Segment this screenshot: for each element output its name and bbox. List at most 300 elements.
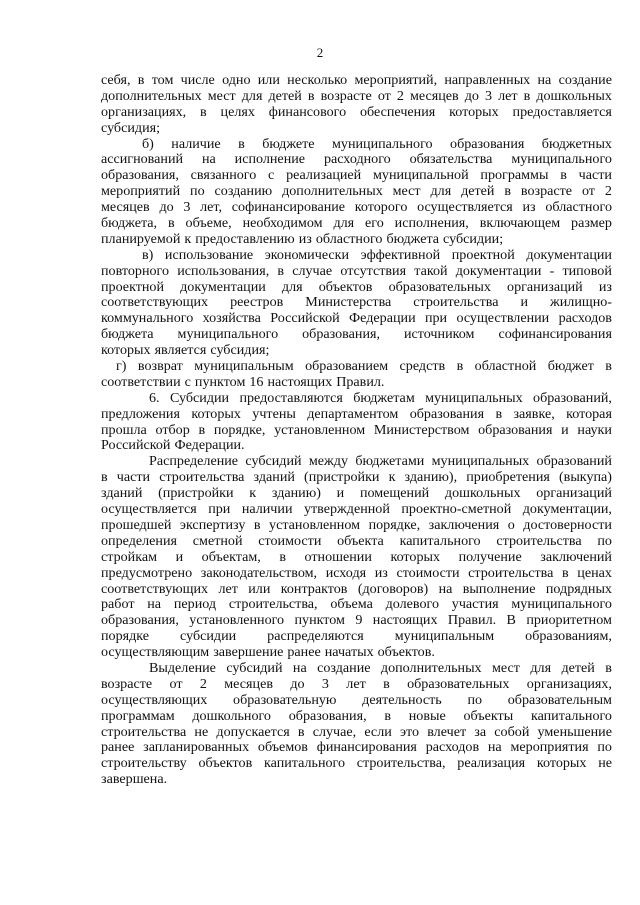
word: 6. [149, 389, 160, 406]
word: образовательным [507, 691, 612, 708]
word: отношении [304, 548, 372, 565]
word: В [506, 612, 516, 629]
word: соответствующих [101, 294, 209, 311]
word: в [238, 135, 245, 152]
word: документации [455, 262, 542, 279]
word: использование [164, 246, 254, 263]
word: если [364, 723, 392, 740]
word: в [279, 548, 286, 565]
word: которых [536, 755, 587, 772]
word: деятельность [362, 691, 442, 708]
word: в [307, 87, 315, 104]
word: лет, [200, 199, 223, 216]
word: мероприятий, [354, 72, 438, 88]
word: финансирования [316, 739, 417, 756]
word: муниципальным [194, 358, 294, 375]
word: субсидия; [210, 342, 270, 359]
word: период [173, 596, 217, 613]
word: софинансирование [231, 199, 346, 216]
word: строительства [101, 723, 187, 740]
word: приобретения [466, 469, 550, 486]
text-line [101, 295, 612, 311]
word: мероприятия [510, 739, 589, 756]
word: том [151, 72, 174, 88]
text-line [101, 391, 612, 407]
word: по [597, 532, 612, 549]
text-line [101, 105, 612, 121]
word: для [281, 278, 303, 295]
text-line [101, 566, 612, 582]
word: Правил. [447, 612, 497, 629]
word: дополнительных [380, 659, 482, 676]
word: Российской [270, 310, 340, 327]
text-line [101, 248, 612, 264]
word: и [175, 548, 184, 565]
word: долевого [385, 596, 440, 613]
word: размер [571, 215, 612, 232]
text-line [101, 740, 612, 756]
text-line [101, 343, 612, 359]
word: на [537, 72, 552, 88]
text-line [101, 693, 612, 709]
word: контрактов [280, 580, 348, 597]
word: ассигнований [101, 151, 184, 168]
word: объемов [257, 739, 308, 756]
word: Министерством [373, 421, 470, 438]
word: образования, [288, 707, 367, 724]
text-line [101, 232, 612, 248]
word: завершение [213, 644, 284, 661]
page-number: 2 [316, 45, 324, 60]
word: допускается [216, 723, 290, 740]
word: Правил. [336, 373, 385, 390]
text-line [101, 550, 612, 566]
word: образования, [302, 326, 380, 343]
word: образования, [101, 167, 179, 184]
word: установленном [274, 421, 366, 438]
text-line [101, 375, 612, 391]
word: 2 [396, 87, 404, 104]
word: в [523, 87, 531, 104]
word: работ [101, 596, 135, 613]
word: которых [191, 405, 241, 422]
word: в [605, 358, 612, 375]
word: соответствии [101, 373, 181, 390]
word: строительства [496, 532, 582, 549]
text-line [101, 73, 612, 89]
text-line [101, 534, 612, 550]
word: о [507, 516, 515, 533]
word: завершена. [101, 771, 168, 788]
word: образовательную [233, 691, 337, 708]
word: планируемой [101, 230, 181, 247]
word: Выделение [149, 659, 216, 676]
word: в [560, 167, 567, 184]
word: стройкам [101, 548, 158, 565]
word: жилищно- [550, 294, 612, 311]
word: областного [545, 199, 612, 216]
text-line [101, 152, 612, 168]
word: месяцев [409, 87, 459, 104]
word: пунктом [194, 373, 246, 390]
word: себя, [101, 72, 131, 88]
word: учтены [252, 405, 296, 422]
word: случае [292, 262, 333, 279]
word: дошкольных [444, 485, 521, 502]
word: капитального [399, 532, 481, 549]
word: объектов. [377, 644, 435, 661]
word: в [562, 564, 569, 581]
word: части [578, 167, 612, 184]
word: на [201, 151, 216, 168]
text-line [101, 502, 612, 518]
word: муниципальным [394, 628, 495, 645]
text-line [101, 280, 612, 296]
word: из [298, 230, 312, 247]
word: 3 [183, 199, 191, 216]
word: документации, [522, 501, 612, 518]
word: проектно-сметной [401, 501, 512, 518]
word: строительства [159, 469, 245, 486]
word: к [388, 469, 396, 486]
word: пунктом [294, 612, 345, 629]
word: - [549, 262, 555, 279]
word: бюджета [386, 230, 440, 247]
word: на [147, 596, 162, 613]
word: коммунального [101, 310, 194, 327]
word: отбор [155, 421, 190, 438]
word: муниципального [511, 151, 612, 168]
text-line [101, 264, 612, 280]
word: (выкупа) [558, 469, 612, 486]
word: (договоров) [357, 580, 429, 597]
word: софинансирования [498, 326, 612, 343]
word: от [169, 675, 183, 692]
word: при [424, 310, 448, 327]
word: из [598, 278, 612, 295]
word: для [241, 87, 263, 104]
word: департаментом [307, 405, 399, 422]
word: науки [577, 421, 612, 438]
word: типовой [562, 262, 612, 279]
word: обязательства [409, 151, 493, 168]
word: до [159, 199, 174, 216]
word: в [456, 358, 464, 375]
word: до [464, 87, 479, 104]
text-line [101, 709, 612, 725]
word: в [137, 72, 145, 88]
word: зданий [253, 469, 295, 486]
word: Федерации. [174, 437, 245, 454]
word: к [184, 230, 192, 247]
word: прошедшей [101, 516, 172, 533]
word: распределяются [267, 628, 364, 645]
word: в [495, 405, 503, 422]
word: или [257, 72, 280, 88]
word: бюджетами [355, 453, 425, 470]
word: от [581, 183, 595, 200]
word: для [333, 215, 355, 232]
word: финансового [268, 103, 347, 120]
word: хозяйства [202, 310, 261, 327]
text-line [101, 168, 612, 184]
word: в [384, 707, 392, 724]
word: документации [180, 278, 266, 295]
word: связанного [190, 167, 257, 184]
word: предоставляются [239, 389, 343, 406]
word: субсидий [226, 659, 283, 676]
word: участия [451, 596, 499, 613]
word: осуществляется [101, 501, 197, 518]
word: в [277, 262, 285, 279]
word: стоимости [396, 564, 460, 581]
word: осуществляющих [101, 691, 208, 708]
word: зданию), [404, 469, 458, 486]
word: экспертизу [179, 516, 246, 533]
text-line [101, 423, 612, 439]
word: до [290, 675, 305, 692]
word: обеспечения [360, 103, 436, 120]
word: предоставлению [195, 230, 295, 247]
text-line [101, 518, 612, 534]
word: заключений [540, 548, 612, 565]
word: на [487, 739, 502, 756]
word: бюджет [547, 358, 594, 375]
word: программы [480, 167, 549, 184]
word: дошкольного [192, 707, 271, 724]
word: порядке, [213, 421, 266, 438]
word: Субсидии [169, 389, 230, 406]
word: случае, [312, 723, 357, 740]
word: настоящих [267, 373, 333, 390]
word: новые [408, 707, 446, 724]
word: строительства [468, 564, 554, 581]
word: в [504, 183, 511, 200]
word: и [336, 485, 345, 502]
word: на [292, 659, 307, 676]
word: создание [558, 72, 612, 88]
word: бюджета [101, 326, 154, 343]
word: создание [317, 659, 371, 676]
word: дополнительных [282, 183, 383, 200]
word: несколько [287, 72, 348, 88]
word: проектной [451, 246, 515, 263]
word: 3 [485, 87, 493, 104]
text-line [101, 597, 612, 613]
word: установленном [269, 516, 361, 533]
word: детей [461, 183, 495, 200]
text-line [101, 772, 612, 788]
word: расходного [323, 151, 391, 168]
word: уменьшение [537, 723, 612, 740]
word: субсидий [245, 453, 302, 470]
word: организаций [507, 278, 583, 295]
word: с [268, 167, 275, 184]
word: собой [494, 723, 530, 740]
word: подрядных [545, 580, 612, 597]
text-line [101, 216, 612, 232]
word: объектам, [201, 548, 261, 565]
word: образованиям, [525, 628, 612, 645]
word: муниципального [511, 596, 612, 613]
word: месяцев [224, 675, 273, 692]
word: которого [354, 199, 408, 216]
word: запланированных [143, 739, 250, 756]
word: источником [403, 326, 475, 343]
word: приоритетном [526, 612, 612, 629]
word: к [249, 485, 257, 502]
document-body [101, 73, 612, 788]
word: по [190, 183, 205, 200]
word: строительства, [228, 596, 318, 613]
word: не [194, 723, 209, 740]
word: зданию) [271, 485, 321, 502]
text-line [101, 756, 612, 772]
word: заявке, [513, 405, 555, 422]
word: начатых [324, 644, 374, 661]
word: муниципальной [372, 167, 469, 184]
word: экономически [264, 246, 350, 263]
word: бюджетных [541, 135, 612, 152]
word: в [101, 469, 108, 486]
word: детей [268, 87, 302, 104]
word: строительства, [356, 755, 446, 772]
word: объеме, [185, 215, 232, 232]
word: повторного [101, 262, 170, 279]
text-line [101, 454, 612, 470]
word: части [116, 469, 151, 486]
word: порядке, [368, 516, 421, 533]
word: настоящих [372, 612, 438, 629]
word: исполнения, [394, 215, 469, 232]
word: бюджетам [353, 389, 415, 406]
word: числе [180, 72, 215, 88]
word: г) [116, 358, 127, 375]
word: программам [101, 707, 175, 724]
text-line [101, 677, 612, 693]
word: бюджете [262, 135, 315, 152]
text-line [101, 582, 612, 598]
word: из [522, 199, 536, 216]
word: и [561, 421, 569, 438]
word: наличие [171, 135, 221, 152]
word: лет [346, 675, 366, 692]
word: мест [207, 87, 236, 104]
word: организациях, [101, 103, 187, 120]
word: по [597, 739, 612, 756]
text-line [101, 407, 612, 423]
word: созданию [214, 183, 273, 200]
word: помещений [359, 485, 430, 502]
word: для [430, 183, 452, 200]
word: не [598, 755, 612, 772]
text-line [101, 438, 612, 454]
word: законодательством, [200, 564, 318, 581]
text-line [101, 184, 612, 200]
text-line [101, 661, 612, 677]
word: прошла [101, 421, 147, 438]
word: влечет [427, 723, 467, 740]
word: при [208, 501, 231, 518]
word: областного [315, 230, 383, 247]
word: ранее [101, 739, 135, 756]
word: предложения [101, 405, 180, 422]
word: месяцев [101, 199, 150, 216]
word: 3 [321, 675, 329, 692]
word: и [520, 294, 529, 311]
word: выполнение [462, 580, 536, 597]
word: образований [536, 453, 612, 470]
word: Российской [101, 437, 171, 454]
word: между [308, 453, 348, 470]
text-line [101, 359, 612, 375]
word: организациях, [526, 675, 612, 692]
word: исполнение [234, 151, 306, 168]
word: (пристройки [158, 485, 234, 502]
text-line [101, 613, 612, 629]
word: дошкольных [536, 87, 612, 104]
word: средств [399, 358, 446, 375]
word: осуществляющим [101, 644, 210, 661]
word: получение [458, 548, 522, 565]
word: субсидии [180, 628, 237, 645]
text-line [101, 137, 612, 153]
text-line [101, 89, 612, 105]
word: которых [101, 342, 151, 359]
word: капитального [263, 755, 346, 772]
word: 16 [249, 373, 264, 390]
word: установленного [189, 612, 285, 629]
word: стоимости [258, 532, 322, 549]
word: 2 [604, 183, 612, 200]
word: реализацией [286, 167, 362, 184]
word: в) [142, 246, 154, 263]
word: бюджета, [101, 215, 158, 232]
word: целях [220, 103, 255, 120]
word: лет [498, 87, 518, 104]
word: мероприятий [101, 183, 181, 200]
word: в [383, 675, 390, 692]
text-line [101, 327, 612, 343]
word: объектов [318, 278, 373, 295]
word: образования [409, 405, 485, 422]
word: расходов [558, 310, 612, 327]
word: осуществлении [456, 310, 550, 327]
word: в [198, 421, 206, 438]
word: по [467, 691, 483, 708]
word: достоверности [523, 516, 612, 533]
word: возврат [137, 358, 183, 375]
word: осуществляется [417, 199, 513, 216]
word: строительства [413, 294, 499, 311]
text-line [101, 645, 612, 661]
word: утвержденной [303, 501, 390, 518]
word: субсидия; [101, 119, 161, 136]
word: такой [414, 262, 448, 279]
word: в [200, 103, 207, 120]
word: субсидии; [443, 230, 504, 247]
text-line [101, 629, 612, 645]
word: проектной [101, 278, 165, 295]
word: порядке [101, 628, 150, 645]
word: от [377, 87, 391, 104]
word: ценах [577, 564, 612, 581]
word: его [365, 215, 384, 232]
word: б) [142, 135, 154, 152]
word: возрасте [101, 675, 153, 692]
text-line [101, 200, 612, 216]
word: расходов [425, 739, 480, 756]
